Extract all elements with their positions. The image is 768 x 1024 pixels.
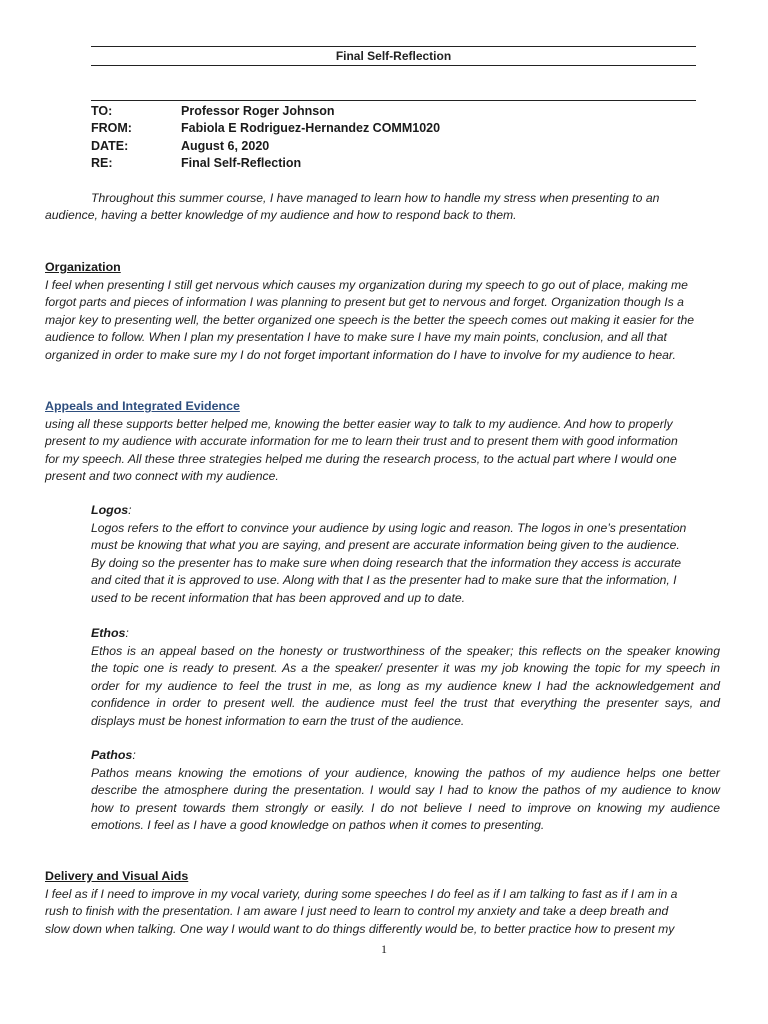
appeals-line: present to my audience with accurate information for me to learn their trust and to present them with good information (45, 434, 678, 449)
ethos-line: confidence in order to present well. the audience must feel the trust that everything the presenter says, and (91, 696, 720, 711)
page-number: 1 (381, 942, 387, 956)
intro-line: Throughout this summer course, I have managed to learn how to handle my stress when presenting to an (91, 191, 660, 205)
ethos-line: displays must be honest information to earn the trust of the audience. (91, 713, 465, 728)
logos-line: By doing so the presenter has to make sure when doing research that the information they access is accurate (91, 555, 682, 570)
logos-line: Logos refers to the effort to convince your audience by using logic and reason. The logos in one’s presentation (91, 521, 687, 535)
organization-line: I feel when presenting I still get nervous which causes my organization during my speech to go out of place, making me (45, 278, 688, 292)
logos-heading-label: Logos (91, 503, 129, 517)
ethos-line: order for my audience to feel the trust in me, as long as my audience knew I had the acknowledgement and (91, 678, 720, 693)
memo-to-row (91, 103, 440, 120)
ethos-line: the topic one is ready to present. As a the speaker/ presenter it was my job knowing the topic for my speech in (91, 661, 720, 676)
organization-line: organized in order to make sure my I do not forget important information do I have to involve for my audience to hear. (45, 347, 676, 362)
intro-paragraph (45, 190, 659, 225)
memo-date-label: DATE: (91, 138, 129, 153)
appeals-line: using all these supports better helped me, knowing the better easier way to talk to my audience. And how to properly (45, 417, 673, 431)
memo-to-label: TO: (91, 104, 113, 118)
memo-re-value: Final Self-Reflection (181, 156, 302, 171)
memo-from-row (91, 120, 440, 137)
logos-paragraph (91, 520, 686, 607)
ethos-paragraph (91, 643, 720, 730)
pathos-line: emotions. I feel as I have a good knowledge on pathos when it comes to presenting. (91, 818, 545, 833)
pathos-line: Pathos means knowing the emotions of your audience, knowing the pathos of my audience helps one better (91, 766, 720, 780)
appeals-line: for my speech. All these three strategies helped me during the research process, to the actual part where I would one (45, 451, 677, 466)
logos-line: used to be recent information that has been approved and up to date. (91, 590, 466, 605)
delivery-line: rush to finish with the presentation. I am aware I just need to learn to control my anxiety and take a deep breath and (45, 904, 669, 919)
ethos-heading (91, 626, 129, 640)
pathos-line: how to present towards them strongly or easily. I do not believe I need to improve on knowing my audience (91, 800, 720, 815)
pathos-heading-colon: : (132, 748, 136, 762)
logos-line: must be knowing that what you are saying, and present are accurate information being given to the audience. (91, 538, 680, 553)
delivery-line: slow down when talking. One way I would want to do things differently would be, to better practice how to present my (45, 921, 675, 936)
delivery-paragraph (45, 886, 677, 938)
memo-rule (91, 100, 696, 101)
memo-from-value: Fabiola E Rodriguez-Hernandez COMM1020 (181, 121, 441, 136)
memo-date-value: August 6, 2020 (181, 138, 270, 153)
appeals-paragraph (45, 416, 678, 486)
organization-line: audience to follow. When I plan my presentation I have to make sure I have my main points, conclusion, and all that (45, 330, 667, 345)
memo-to-value: Professor Roger Johnson (181, 104, 335, 118)
intro-line: audience, having a better knowledge of my audience and how to respond back to them. (45, 208, 517, 223)
logos-line: and cited that it is approved to use. Along with that I as the presenter had to make sure that the information, I (91, 573, 677, 588)
memo-re-row (91, 155, 440, 172)
organization-heading: Organization (45, 260, 121, 274)
logos-heading (91, 503, 132, 517)
ethos-heading-colon: : (125, 626, 129, 640)
delivery-line: I feel as if I need to improve in my vocal variety, during some speeches I do feel as if I am talking to fast as if I am in a (45, 887, 678, 901)
memo-from-label: FROM: (91, 121, 132, 136)
ethos-line: Ethos is an appeal based on the honesty or trustworthiness of the speaker; this reflects on the speaker knowing (91, 644, 720, 658)
document-title: Final Self-Reflection (335, 49, 452, 63)
title-rule-bottom (91, 65, 696, 66)
ethos-heading-label: Ethos (91, 626, 126, 640)
pathos-line: describe the atmosphere during the presentation. I would say I had to know the pathos of my audience to know (91, 783, 720, 798)
pathos-paragraph (91, 765, 720, 835)
delivery-heading: Delivery and Visual Aids (45, 869, 189, 883)
appeals-heading: Appeals and Integrated Evidence (45, 399, 240, 413)
pathos-heading-label: Pathos (91, 748, 133, 762)
memo-header (91, 103, 440, 173)
organization-line: forgot parts and pieces of information I was planning to present but get to nervous and forget. Organization though Is a (45, 295, 684, 310)
appeals-line: present and two connect with my audience. (45, 469, 279, 484)
memo-date-row (91, 138, 440, 155)
organization-paragraph (45, 277, 694, 364)
pathos-heading (91, 748, 136, 762)
logos-heading-colon: : (128, 503, 132, 517)
organization-line: major key to presenting well, the better organized one speech is the better the speech comes out making it easier for the (45, 312, 695, 327)
title-rule-top (91, 46, 696, 47)
memo-re-label: RE: (91, 156, 113, 171)
